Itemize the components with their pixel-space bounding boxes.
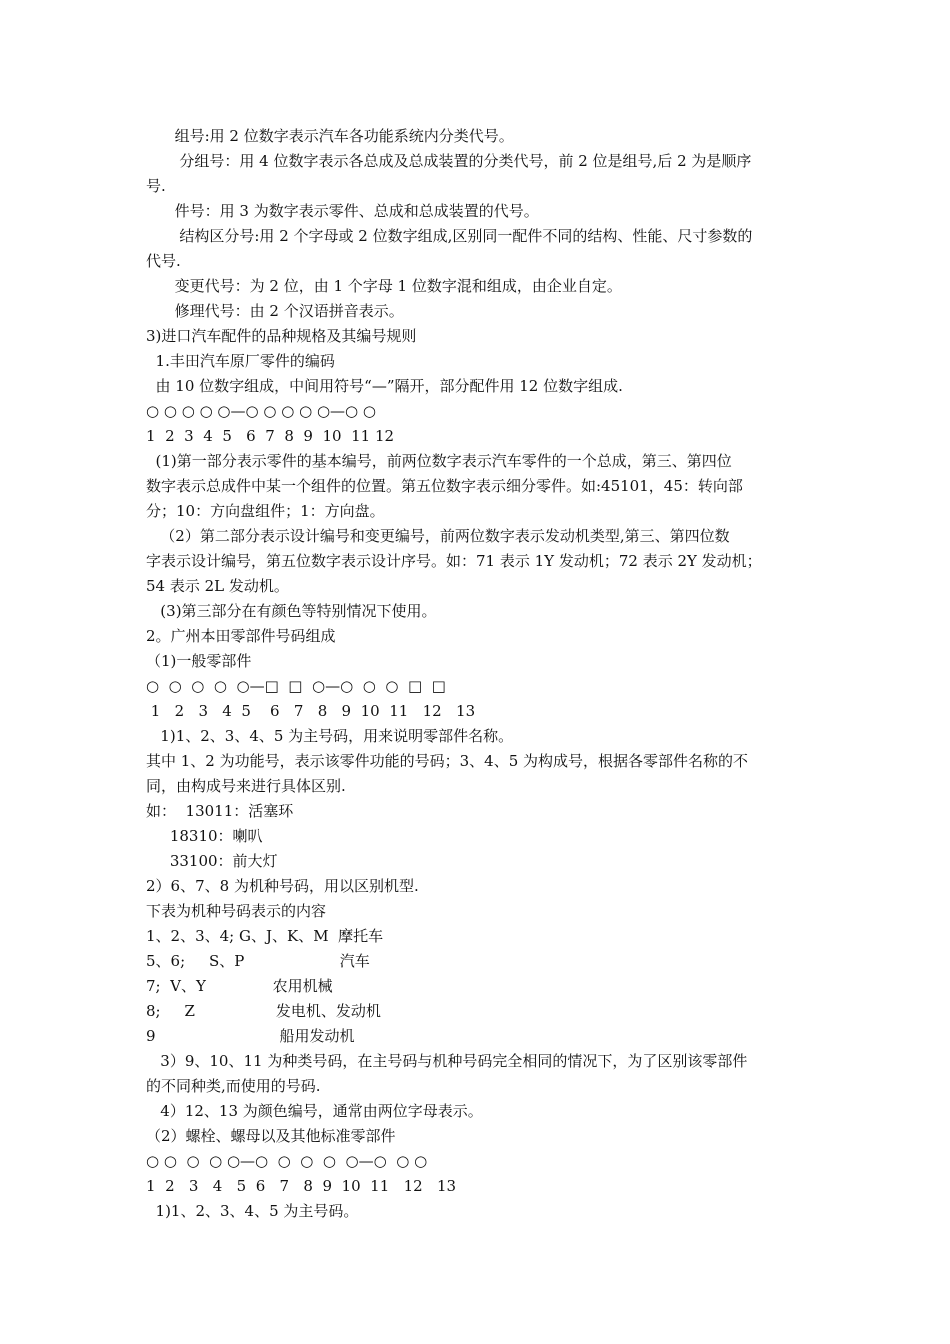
subheading-honda-coding: 2。广州本田零部件号码组成 xyxy=(146,627,336,645)
code-positions-honda-standard: 1 2 3 4 5 6 7 8 9 10 11 12 13 xyxy=(146,1177,457,1195)
text-line-part-three: (3)第三部分在有颜色等特别情况下使用。 xyxy=(146,602,437,620)
code-positions-toyota: 1 2 3 4 5 6 7 8 9 10 11 12 xyxy=(146,427,395,445)
model-row-car: 5、6; S、P 汽车 xyxy=(146,952,370,970)
text-line-change-code: 变更代号：为 2 位，由 1 个字母 1 位数字混和组成，由企业自定。 xyxy=(146,277,622,295)
code-pattern-honda-standard: ○ ○ ○ ○ ○—○ ○ ○ ○ ○—○ ○ ○ xyxy=(146,1152,428,1170)
text-line-structure-code: 结构区分号:用 2 个字母或 2 位数字组成,区别同一配件不同的结构、性能、尺寸参数的 xyxy=(146,227,753,245)
code-pattern-toyota: ○ ○ ○ ○ ○—○ ○ ○ ○ ○—○ ○ xyxy=(146,402,376,420)
text-line-part-two: （2）第二部分表示设计编号和变更编号，前两位数字表示发动机类型,第三、第四位数 xyxy=(146,527,730,545)
model-row-motorcycle: 1、2、3、4; G、J、K、M 摩托车 xyxy=(146,927,384,945)
text-line-part-number: 件号：用 3 为数字表示零件、总成和总成装置的代号。 xyxy=(146,202,539,220)
model-row-farm-machinery: 7; V、Y 农用机械 xyxy=(146,977,333,995)
subheading-general-parts: （1)一般零部件 xyxy=(146,652,252,670)
model-row-marine-engine: 9 船用发动机 xyxy=(146,1027,355,1045)
example-horn: 18310：喇叭 xyxy=(146,827,263,845)
text-line-part-one: (1)第一部分表示零件的基本编号，前两位数字表示汽车零件的一个总成，第三、第四位 xyxy=(146,452,732,470)
example-headlamp: 33100：前大灯 xyxy=(146,852,278,870)
subheading-toyota-coding: 1.丰田汽车原厂零件的编码 xyxy=(146,352,335,370)
text-line-part-two-cont2: 54 表示 2L 发动机。 xyxy=(146,577,289,595)
text-line-toyota-digits: 由 10 位数字组成，中间用符号“—”隔开，部分配件用 12 位数字组成. xyxy=(146,377,623,395)
text-line-model-code: 2）6、7、8 为机种号码，用以区别机型. xyxy=(146,877,419,895)
text-line-function-code-cont: 同，由构成号来进行具体区别. xyxy=(146,777,346,795)
text-line-part-one-cont2: 分；10：方向盘组件；1：方向盘。 xyxy=(146,502,385,520)
text-line-main-code: 1)1、2、3、4、5 为主号码，用来说明零部件名称。 xyxy=(146,727,514,745)
section-heading-imported-parts: 3)进口汽车配件的品种规格及其编号规则 xyxy=(146,327,417,345)
code-positions-honda-general: 1 2 3 4 5 6 7 8 9 10 11 12 13 xyxy=(146,702,476,720)
text-line-color-code: 4）12、13 为颜色编号，通常由两位字母表示。 xyxy=(146,1102,483,1120)
text-line-type-code: 3）9、10、11 为种类号码，在主号码与机种号码完全相同的情况下，为了区别该零部件 xyxy=(146,1052,748,1070)
code-pattern-honda-general: ○ ○ ○ ○ ○—□ □ ○—○ ○ ○ □ □ xyxy=(146,677,446,695)
text-line-subgroup-number: 分组号：用 4 位数字表示各总成及总成装置的分类代号，前 2 位是组号,后 2 为是顺序 xyxy=(146,152,752,170)
text-line-group-number: 组号:用 2 位数字表示汽车各功能系统内分类代号。 xyxy=(146,127,514,145)
subheading-standard-parts: （2）螺栓、螺母以及其他标准零部件 xyxy=(146,1127,396,1145)
text-line-part-one-cont: 数字表示总成件中某一个组件的位置。第五位数字表示细分零件。如:45101，45：转向部 xyxy=(146,477,743,495)
text-line-structure-code-cont: 代号. xyxy=(146,252,181,270)
text-line-part-two-cont: 字表示设计编号，第五位数字表示设计序号。如：71 表示 1Y 发动机；72 表示 2Y 发动机； xyxy=(146,552,762,570)
text-line-function-code: 其中 1、2 为功能号，表示该零件功能的号码；3、4、5 为构成号，根据各零部件名称的不 xyxy=(146,752,749,770)
text-line-repair-code: 修理代号：由 2 个汉语拼音表示。 xyxy=(146,302,404,320)
text-line-type-code-cont: 的不同种类,而使用的号码. xyxy=(146,1077,321,1095)
example-piston-ring: 如： 13011：活塞环 xyxy=(146,802,294,820)
model-row-generator: 8; Z 发电机、发动机 xyxy=(146,1002,381,1020)
text-line-standard-main-code: 1)1、2、3、4、5 为主号码。 xyxy=(146,1202,359,1220)
text-line-model-table-intro: 下表为机种号码表示的内容 xyxy=(146,902,327,920)
text-line-subgroup-number-cont: 号. xyxy=(146,177,166,195)
